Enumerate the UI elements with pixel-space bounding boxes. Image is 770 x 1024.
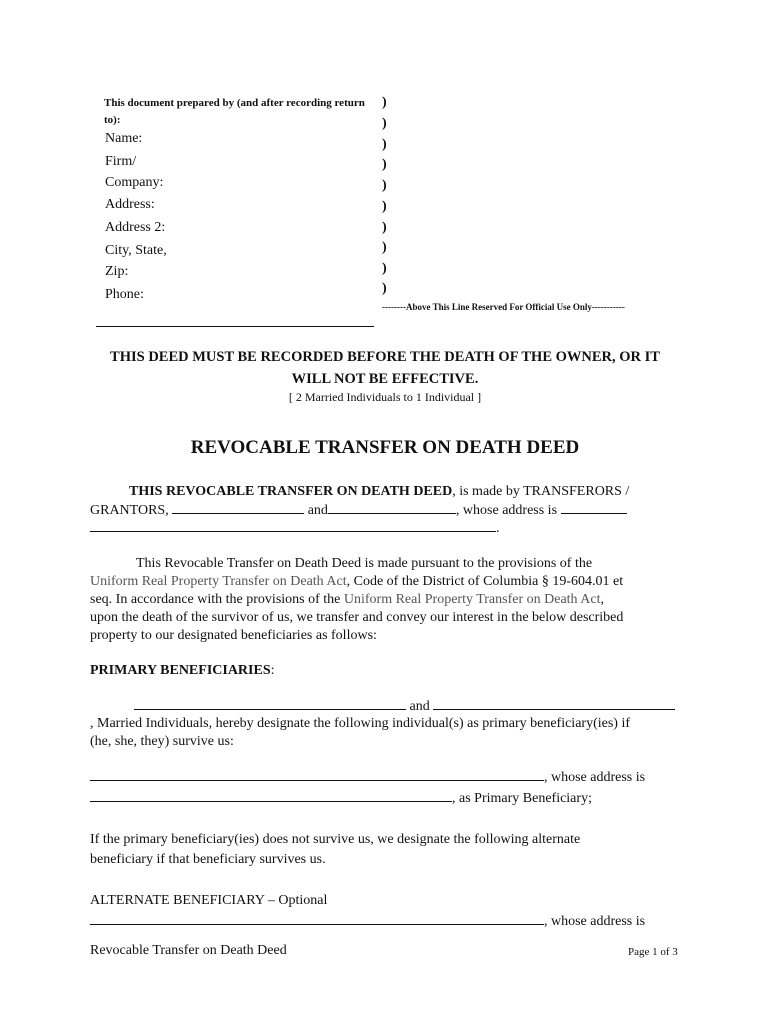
married-line-1: , Married Individuals, hereby designate the following individual(s) as primary beneficiary(ies) if <box>90 716 630 731</box>
act-name-link-2[interactable]: Uniform Real Property Transfer on Death Act <box>343 592 601 607</box>
para-line-5: property to our designated beneficiaries as follows: <box>90 628 377 643</box>
intro-and: and <box>307 503 328 518</box>
intro-line-1 <box>129 483 629 501</box>
notice-line-2: WILL NOT BE EFFECTIVE. <box>291 371 479 387</box>
intro-line-2 <box>90 501 627 520</box>
notice-line-1: THIS DEED MUST BE RECORDED BEFORE THE DEATH OF THE OWNER, OR IT <box>110 349 660 365</box>
para-line-3 <box>90 591 604 609</box>
grantor-address-blank-2[interactable] <box>90 519 496 532</box>
para-line-4: upon the death of the survivor of us, we transfer and convey our interest in the below described <box>90 610 624 625</box>
primary-colon: : <box>270 663 275 678</box>
reserved-dashes: -------- <box>382 302 406 312</box>
firm-label: Firm/ <box>105 154 137 169</box>
reserved-text: Above This Line Reserved For Official Use Only <box>405 302 592 312</box>
primary-address-blank[interactable] <box>90 789 452 802</box>
alternate-intro-line-2: beneficiary if that beneficiary survives us. <box>90 852 326 867</box>
alternate-heading: ALTERNATE BENEFICIARY – Optional <box>90 893 328 908</box>
paren-4: ) <box>382 157 387 172</box>
primary-whose-address: , whose address is <box>544 770 646 785</box>
paren-1: ) <box>382 95 387 110</box>
intro-made-by: , is made by TRANSFERORS / <box>452 484 630 499</box>
para-line-3-post: , <box>600 592 604 607</box>
reserved-trail: ----------- <box>591 302 625 312</box>
primary-beneficiary-blank[interactable] <box>90 768 544 781</box>
as-primary-beneficiary: , as Primary Beneficiary; <box>452 791 592 806</box>
primary-heading-line <box>90 662 275 680</box>
intro-period: . <box>496 521 500 536</box>
zip-label: Zip: <box>105 264 129 279</box>
address2-label: Address 2: <box>105 220 166 235</box>
phone-label: Phone: <box>105 287 144 302</box>
city-state-label: City, State, <box>105 243 167 258</box>
primary-names-line <box>134 697 675 716</box>
paren-7: ) <box>382 220 387 235</box>
primary-beneficiary-line <box>90 768 645 787</box>
paren-5: ) <box>382 178 387 193</box>
para-line-1: This Revocable Transfer on Death Deed is made pursuant to the provisions of the <box>136 556 593 571</box>
transferor-2-blank[interactable] <box>433 697 675 710</box>
primary-heading: PRIMARY BENEFICIARIES <box>90 663 271 678</box>
grantor-address-blank-1[interactable] <box>561 501 627 514</box>
intro-bold-lead: THIS REVOCABLE TRANSFER ON DEATH DEED <box>129 484 453 499</box>
grantor-1-blank[interactable] <box>172 501 304 514</box>
company-label: Company: <box>105 175 164 190</box>
para-line-2 <box>90 573 623 591</box>
alternate-beneficiary-line <box>90 912 645 931</box>
alternate-whose-address: , whose address is <box>544 914 646 929</box>
intro-whose-address: , whose address is <box>455 503 558 518</box>
para-line-2-rest: , Code of the District of Columbia § 19-604.01 et <box>346 574 624 589</box>
paren-6: ) <box>382 199 387 214</box>
primary-and: and <box>409 699 430 714</box>
notice-subtitle: [ 2 Married Individuals to 1 Individual ] <box>288 390 482 404</box>
primary-address-line <box>90 789 592 808</box>
footer-title: Revocable Transfer on Death Deed <box>90 943 287 958</box>
paren-2: ) <box>382 116 387 131</box>
prepared-by-text: This document prepared by (and after recording return to): <box>104 97 365 126</box>
paren-3: ) <box>382 137 387 152</box>
alternate-intro-line-1: If the primary beneficiary(ies) does not survive us, we designate the following alternate <box>90 832 581 847</box>
grantor-2-blank[interactable] <box>328 501 456 514</box>
para-line-3-pre: seq. In accordance with the provisions of the <box>90 592 344 607</box>
paren-8: ) <box>382 240 387 255</box>
page-number: Page 1 of 3 <box>628 946 678 958</box>
act-name-link[interactable]: Uniform Real Property Transfer on Death Act <box>90 574 347 589</box>
name-label: Name: <box>105 131 143 146</box>
paren-10: ) <box>382 281 387 296</box>
intro-line-3 <box>90 519 500 538</box>
preparer-divider <box>96 326 374 327</box>
grantors-label: GRANTORS, <box>90 503 169 518</box>
reserved-line <box>382 302 625 312</box>
transferor-1-blank[interactable] <box>134 697 406 710</box>
document-title: REVOCABLE TRANSFER ON DEATH DEED <box>190 437 580 458</box>
married-line-2: (he, she, they) survive us: <box>90 734 234 749</box>
alternate-beneficiary-blank[interactable] <box>90 912 544 925</box>
paren-9: ) <box>382 261 387 276</box>
address-label: Address: <box>105 197 155 212</box>
